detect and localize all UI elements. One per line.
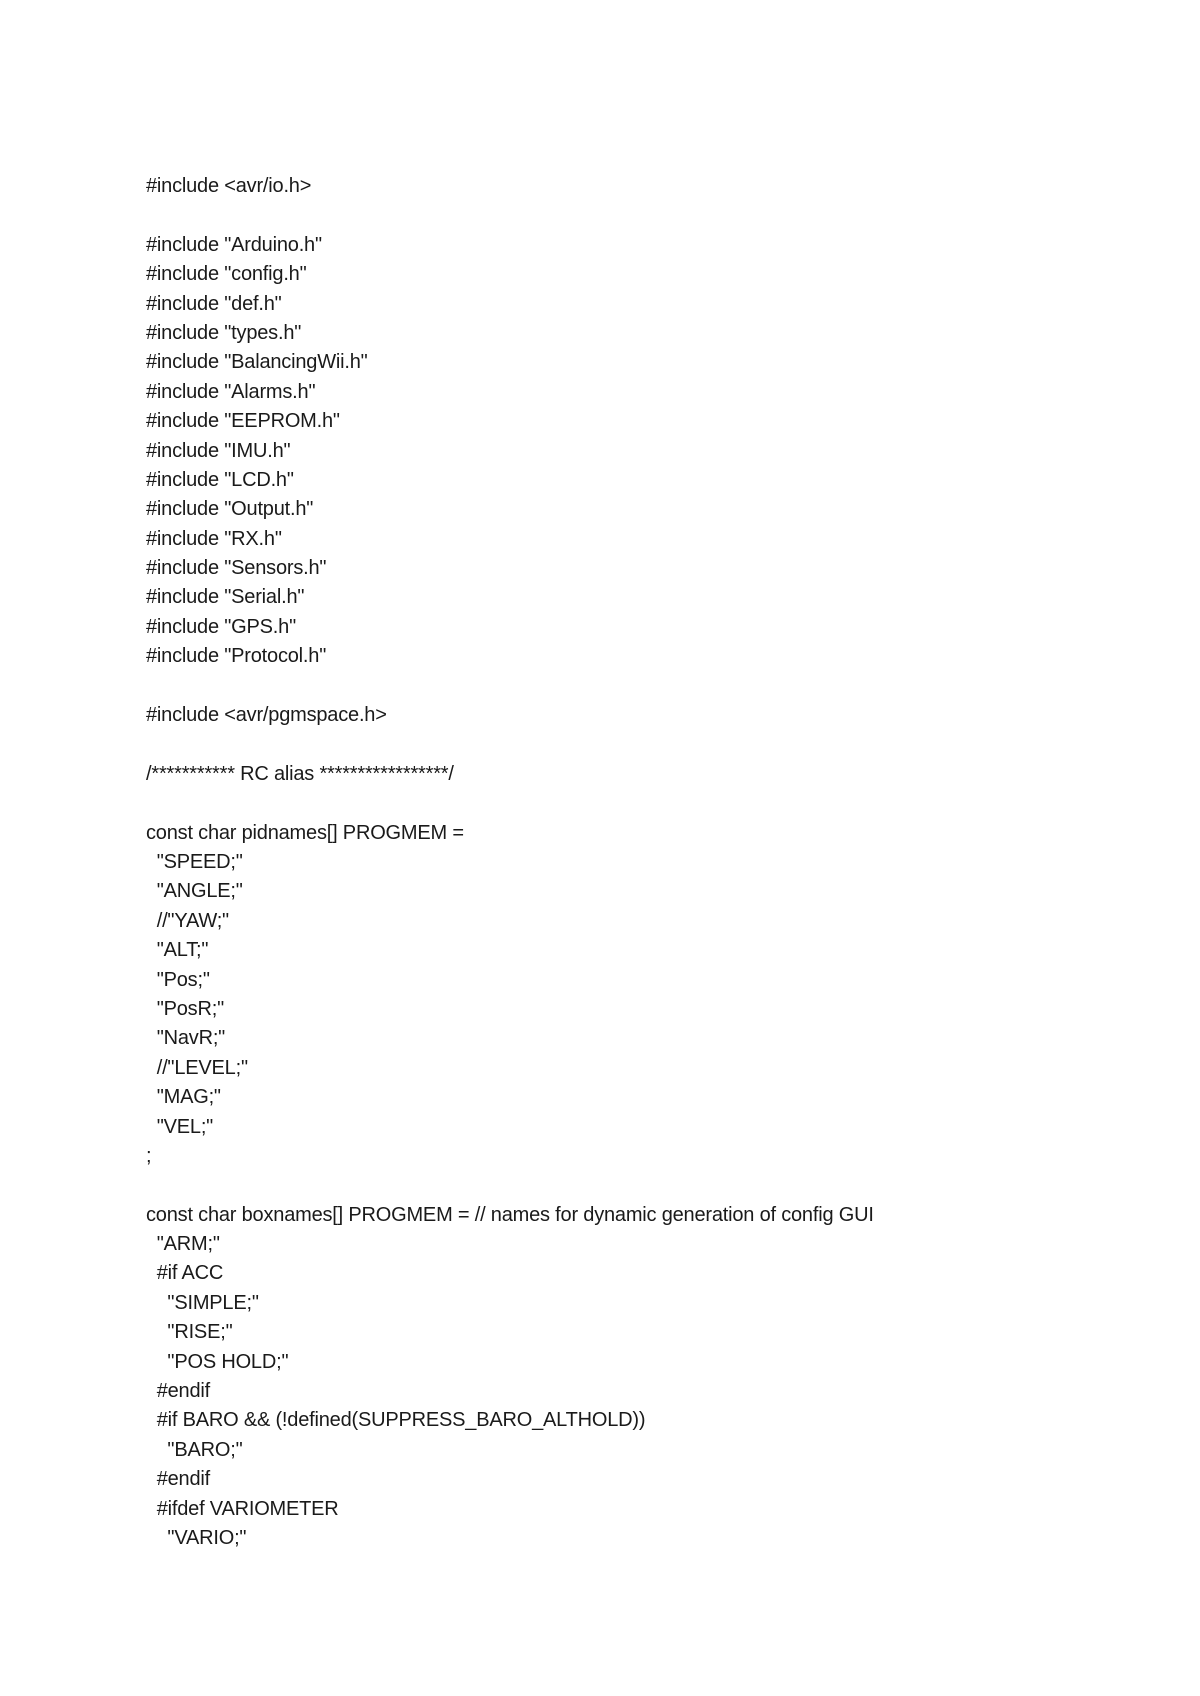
- code-line: "ALT;": [146, 939, 209, 962]
- blank-line: [146, 201, 1146, 230]
- code-line: #include "GPS.h": [146, 615, 296, 638]
- code-line: #include "Arduino.h": [146, 233, 322, 256]
- blank-line: [146, 730, 1146, 759]
- code-line: #include <avr/io.h>: [146, 175, 312, 197]
- code-line: #include "types.h": [146, 321, 302, 344]
- code-line: #include "IMU.h": [146, 439, 291, 462]
- code-listing: [146, 172, 1146, 1553]
- code-line: #include "Alarms.h": [146, 380, 316, 403]
- code-line: "RISE;": [146, 1321, 233, 1344]
- code-line: #if ACC: [146, 1262, 224, 1285]
- code-line: #include "Output.h": [146, 498, 314, 521]
- code-line: "Pos;": [146, 968, 210, 991]
- code-line: #include <avr/pgmspace.h>: [146, 704, 387, 727]
- code-line: #endif: [146, 1468, 211, 1491]
- code-line: "SPEED;": [146, 850, 243, 873]
- code-line: ;: [146, 1144, 152, 1167]
- code-line: #include "Serial.h": [146, 586, 305, 609]
- code-line: #include "Sensors.h": [146, 557, 327, 580]
- code-line: const char boxnames[] PROGMEM = // names for dynamic generation of config GUI: [146, 1203, 874, 1226]
- code-line: #include "BalancingWii.h": [146, 351, 368, 374]
- code-line: #ifdef VARIOMETER: [146, 1497, 339, 1520]
- code-line: "ANGLE;": [146, 880, 243, 903]
- code-line: "PosR;": [146, 997, 224, 1020]
- blank-line: [146, 789, 1146, 818]
- code-line: "BARO;": [146, 1438, 243, 1461]
- code-line: //"YAW;": [146, 909, 229, 932]
- code-line: "MAG;": [146, 1086, 221, 1109]
- code-line: "SIMPLE;": [146, 1291, 259, 1314]
- code-line: #include "config.h": [146, 263, 307, 286]
- code-line: #if BARO && (!defined(SUPPRESS_BARO_ALTHOLD)): [146, 1409, 646, 1432]
- code-line: #include "LCD.h": [146, 468, 294, 491]
- code-line: "NavR;": [146, 1027, 226, 1050]
- code-line: #include "def.h": [146, 292, 282, 315]
- code-line: /*********** RC alias *****************/: [146, 762, 454, 785]
- code-line: #include "Protocol.h": [146, 645, 327, 668]
- blank-line: [146, 672, 1146, 701]
- code-line: "POS HOLD;": [146, 1350, 289, 1373]
- code-line: "VARIO;": [146, 1526, 247, 1549]
- blank-line: [146, 1171, 1146, 1200]
- code-line: //"LEVEL;": [146, 1056, 248, 1079]
- code-line: #include "EEPROM.h": [146, 410, 340, 433]
- code-line: "VEL;": [146, 1115, 214, 1138]
- code-line: #include "RX.h": [146, 527, 282, 550]
- code-line: #endif: [146, 1380, 211, 1403]
- code-line: "ARM;": [146, 1233, 220, 1256]
- code-line: const char pidnames[] PROGMEM =: [146, 821, 464, 844]
